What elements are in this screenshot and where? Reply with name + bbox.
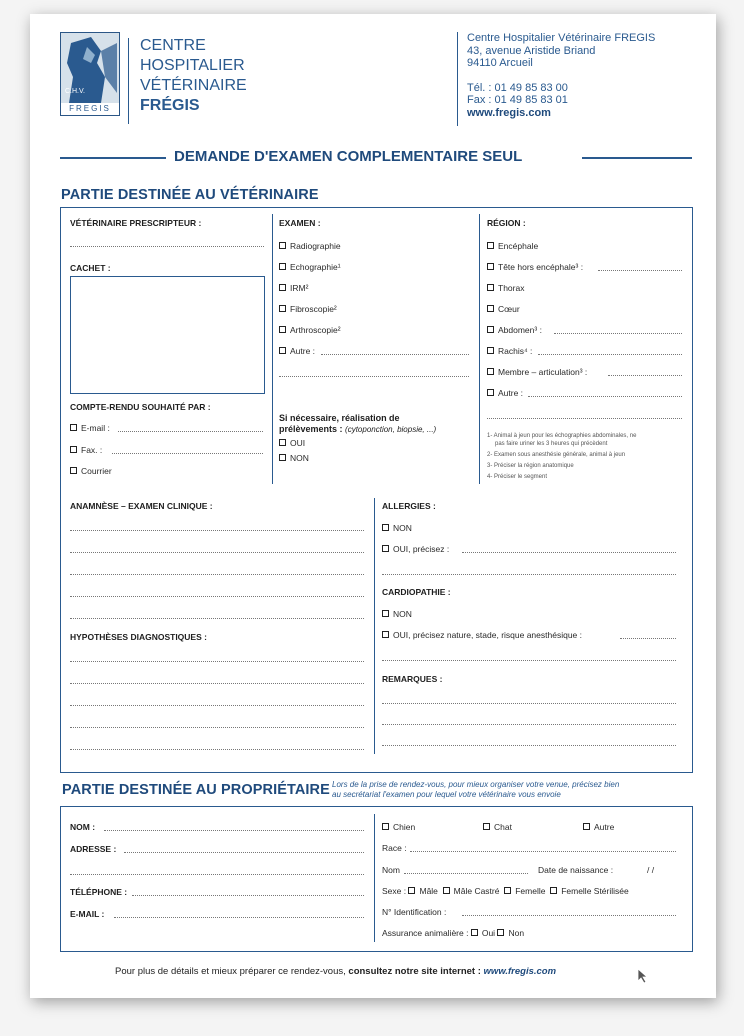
remarques-line[interactable] bbox=[382, 703, 676, 704]
owner-section-subtitle bbox=[332, 780, 619, 800]
hospital-logo bbox=[60, 32, 120, 116]
header-divider bbox=[128, 38, 129, 124]
footer-note bbox=[115, 966, 556, 977]
footer-website-link[interactable]: www.fregis.com bbox=[483, 966, 557, 977]
region-encephale-checkbox[interactable] bbox=[487, 241, 538, 251]
adresse-field[interactable] bbox=[124, 852, 364, 853]
prescripteur-label: VÉTÉRINAIRE PRESCRIPTEUR : bbox=[70, 218, 202, 228]
examen-fibroscopie-checkbox[interactable] bbox=[279, 304, 337, 314]
examen-irm-checkbox[interactable] bbox=[279, 283, 308, 293]
region-membre-field[interactable] bbox=[608, 375, 682, 376]
prelevements-hint: (cytoponction, biopsie, ...) bbox=[345, 425, 437, 434]
remarques-label: REMARQUES : bbox=[382, 674, 443, 684]
sexe-femelle-checkbox[interactable] bbox=[504, 886, 545, 896]
main-title: DEMANDE D'EXAMEN COMPLEMENTAIRE SEUL bbox=[174, 148, 523, 165]
assurance-non-checkbox[interactable] bbox=[497, 928, 524, 938]
region-option-label: Tête hors encéphale³ : bbox=[498, 262, 584, 272]
hypotheses-line[interactable] bbox=[70, 683, 364, 684]
region-label: RÉGION : bbox=[487, 218, 526, 228]
phone-number: Tél. : 01 49 85 83 00 bbox=[467, 81, 568, 94]
cardiopathie-label: CARDIOPATHIE : bbox=[382, 587, 451, 597]
prelevements-non-checkbox[interactable] bbox=[279, 453, 309, 463]
cardiopathie-field-2[interactable] bbox=[382, 660, 676, 661]
hypotheses-line[interactable] bbox=[70, 727, 364, 728]
anamnese-line[interactable] bbox=[70, 552, 364, 553]
logo-name: FREGIS bbox=[61, 103, 119, 115]
footer-text-bold: consultez notre site internet : bbox=[348, 966, 481, 977]
species-chien-checkbox[interactable] bbox=[382, 822, 415, 832]
footer-text: Pour plus de détails et mieux préparer ce rendez-vous, bbox=[115, 966, 346, 977]
courrier-checkbox[interactable] bbox=[70, 466, 112, 476]
region-rachis-field[interactable] bbox=[538, 354, 682, 355]
prelevements-label-text: prélèvements : bbox=[279, 424, 343, 434]
anamnese-line[interactable] bbox=[70, 596, 364, 597]
region-option-label: Membre – articulation³ : bbox=[498, 367, 588, 377]
courrier-option-label: Courrier bbox=[81, 466, 112, 476]
email-checkbox[interactable] bbox=[70, 423, 110, 433]
identification-label: N° Identification : bbox=[382, 907, 447, 917]
species-autre-checkbox[interactable] bbox=[583, 822, 614, 832]
region-abdomen-field[interactable] bbox=[554, 333, 682, 334]
sexe-male-castre-checkbox[interactable] bbox=[443, 886, 500, 896]
assurance-non-label: Non bbox=[508, 928, 525, 938]
region-rachis-checkbox[interactable] bbox=[487, 346, 532, 356]
region-autre-field-2[interactable] bbox=[487, 418, 682, 419]
prelevements-oui-checkbox[interactable] bbox=[279, 438, 305, 448]
allergies-field-2[interactable] bbox=[382, 574, 676, 575]
region-tete-checkbox[interactable] bbox=[487, 262, 583, 272]
column-divider bbox=[374, 814, 375, 942]
vet-section-title: PARTIE DESTINÉE AU VÉTÉRINAIRE bbox=[61, 187, 319, 203]
hospital-name-line: VÉTÉRINAIRE bbox=[140, 77, 247, 94]
nom-label: NOM : bbox=[70, 822, 96, 832]
hypotheses-line[interactable] bbox=[70, 705, 364, 706]
adresse-label: ADRESSE : bbox=[70, 844, 117, 854]
identification-field[interactable] bbox=[462, 915, 676, 916]
examen-arthroscopie-checkbox[interactable] bbox=[279, 325, 341, 335]
examen-option-label: IRM² bbox=[290, 283, 309, 293]
cardiopathie-field[interactable] bbox=[620, 638, 676, 639]
assurance-oui-checkbox[interactable] bbox=[471, 928, 495, 938]
species-option-label: Chat bbox=[494, 822, 512, 832]
cardiopathie-non-label: NON bbox=[393, 609, 412, 619]
adresse-field-2[interactable] bbox=[70, 874, 364, 875]
sexe-option-label: Femelle Stérilisée bbox=[561, 886, 629, 896]
allergies-oui-label: OUI, précisez : bbox=[393, 544, 450, 554]
fax-field[interactable] bbox=[112, 453, 263, 454]
region-option-label: Encéphale bbox=[498, 241, 539, 251]
footnote: 3- Préciser la région anatomique bbox=[487, 463, 574, 469]
anamnese-label: ANAMNÈSE – EXAMEN CLINIQUE : bbox=[70, 501, 213, 511]
sexe-label: Sexe : bbox=[382, 886, 407, 896]
prescripteur-field[interactable] bbox=[70, 246, 264, 247]
examen-label: EXAMEN : bbox=[279, 218, 321, 228]
examen-autre-field-2[interactable] bbox=[279, 376, 469, 377]
region-autre-checkbox[interactable] bbox=[487, 388, 523, 398]
footnote: 4- Préciser le segment bbox=[487, 474, 548, 480]
region-option-label: Thorax bbox=[498, 283, 525, 293]
region-option-label: Rachis⁴ : bbox=[498, 346, 533, 356]
column-divider bbox=[374, 498, 375, 754]
prelevements-oui-label: OUI bbox=[290, 438, 306, 448]
title-rule-left bbox=[60, 157, 166, 159]
hypotheses-label: HYPOTHÈSES DIAGNOSTIQUES : bbox=[70, 632, 207, 642]
assurance-oui-label: Oui bbox=[481, 928, 496, 938]
email-field[interactable] bbox=[118, 431, 263, 432]
hospital-address bbox=[467, 32, 655, 119]
address-line: Centre Hospitalier Vétérinaire FREGIS bbox=[467, 32, 656, 44]
sexe-male-checkbox[interactable] bbox=[408, 886, 437, 896]
examen-option-label: Radiographie bbox=[290, 241, 341, 251]
hypotheses-line[interactable] bbox=[70, 661, 364, 662]
allergies-label: ALLERGIES : bbox=[382, 501, 436, 511]
owner-section-title: PARTIE DESTINÉE AU PROPRIÉTAIRE bbox=[62, 782, 330, 798]
hospital-name-line: FRÉGIS bbox=[140, 97, 200, 114]
owner-subtitle-line: Lors de la prise de rendez-vous, pour mieux organiser votre venue, précisez bien bbox=[332, 780, 620, 789]
region-abdomen-checkbox[interactable] bbox=[487, 325, 542, 335]
allergies-non-label: NON bbox=[393, 523, 412, 533]
cachet-stamp-box[interactable] bbox=[70, 276, 265, 394]
form-page bbox=[30, 14, 716, 998]
animal-nom-field[interactable] bbox=[404, 873, 528, 874]
sexe-option-label: Femelle bbox=[515, 886, 546, 896]
compte-rendu-label: COMPTE-RENDU SOUHAITÉ PAR : bbox=[70, 402, 211, 412]
hypotheses-line[interactable] bbox=[70, 749, 364, 750]
examen-option-label: Arthroscopie² bbox=[290, 325, 341, 335]
region-thorax-checkbox[interactable] bbox=[487, 283, 524, 293]
region-tete-field[interactable] bbox=[598, 270, 682, 271]
examen-autre-checkbox[interactable] bbox=[279, 346, 315, 356]
birth-date-label: Date de naissance : bbox=[538, 865, 614, 875]
hospital-name bbox=[140, 36, 247, 116]
cardiopathie-oui-label: OUI, précisez nature, stade, risque anesthésique : bbox=[393, 630, 582, 640]
race-label: Race : bbox=[382, 843, 407, 853]
footnote: pas faire uriner les 3 heures qui précèdent bbox=[495, 441, 608, 447]
sexe-row bbox=[382, 886, 629, 896]
examen-option-label: Fibroscopie² bbox=[290, 304, 337, 314]
examen-option-label: Autre : bbox=[290, 346, 316, 356]
race-field[interactable] bbox=[410, 851, 676, 852]
region-membre-checkbox[interactable] bbox=[487, 367, 587, 377]
region-option-label: Autre : bbox=[498, 388, 524, 398]
animal-nom-label: Nom bbox=[382, 865, 400, 875]
examen-radiographie-checkbox[interactable] bbox=[279, 241, 341, 251]
region-coeur-checkbox[interactable] bbox=[487, 304, 520, 314]
birth-date-field[interactable]: / / bbox=[647, 865, 655, 875]
owner-email-field[interactable] bbox=[114, 917, 364, 918]
column-divider bbox=[272, 214, 273, 484]
fax-checkbox[interactable] bbox=[70, 445, 102, 455]
telephone-field[interactable] bbox=[132, 895, 364, 896]
anamnese-line[interactable] bbox=[70, 530, 364, 531]
fax-option-label: Fax. : bbox=[81, 445, 103, 455]
column-divider bbox=[479, 214, 480, 484]
address-line: 43, avenue Aristide Briand bbox=[467, 44, 596, 57]
prelevements-label: Si nécessaire, réalisation de bbox=[279, 413, 400, 423]
address-divider bbox=[457, 32, 458, 126]
footnote: 2- Examen sous anesthésie générale, animal à jeun bbox=[487, 452, 626, 458]
species-option-label: Chien bbox=[393, 822, 416, 832]
species-chat-checkbox[interactable] bbox=[483, 822, 512, 832]
region-option-label: Cœur bbox=[498, 304, 520, 314]
allergies-oui-checkbox[interactable] bbox=[382, 544, 449, 554]
hospital-name-line: HOSPITALIER bbox=[140, 57, 245, 74]
footnote: 1- Animal à jeun pour les échographies abdominales, ne bbox=[487, 433, 637, 439]
telephone-label: TÉLÉPHONE : bbox=[70, 887, 128, 897]
cursor-arrow-icon bbox=[636, 968, 652, 984]
sexe-option-label: Mâle bbox=[419, 886, 438, 896]
address-line: 94110 Arcueil bbox=[467, 57, 533, 69]
cachet-label: CACHET : bbox=[70, 263, 111, 273]
anamnese-line[interactable] bbox=[70, 574, 364, 575]
examen-autre-field[interactable] bbox=[321, 354, 469, 355]
remarques-line[interactable] bbox=[382, 745, 676, 746]
assurance-label: Assurance animalière : bbox=[382, 928, 469, 938]
examen-echographie-checkbox[interactable] bbox=[279, 262, 341, 272]
fax-number: Fax : 01 49 85 83 01 bbox=[467, 94, 568, 106]
prelevements-non-label: NON bbox=[290, 453, 309, 463]
email-option-label: E-mail : bbox=[81, 423, 110, 433]
allergies-non-checkbox[interactable] bbox=[382, 523, 412, 533]
sexe-femelle-sterilisee-checkbox[interactable] bbox=[550, 886, 629, 896]
remarques-line[interactable] bbox=[382, 724, 676, 725]
sexe-option-label: Mâle Castré bbox=[453, 886, 500, 896]
website-link[interactable]: www.fregis.com bbox=[467, 106, 551, 119]
assurance-row bbox=[382, 928, 524, 938]
region-autre-field[interactable] bbox=[528, 396, 682, 397]
owner-email-label: E-MAIL : bbox=[70, 909, 105, 919]
cardiopathie-oui-checkbox[interactable] bbox=[382, 630, 582, 640]
nom-field[interactable] bbox=[104, 830, 364, 831]
species-option-label: Autre bbox=[594, 822, 615, 832]
title-rule-right bbox=[582, 157, 692, 159]
region-option-label: Abdomen³ : bbox=[498, 325, 542, 335]
allergies-field[interactable] bbox=[462, 552, 676, 553]
owner-subtitle-line: au secrétariat l'examen pour lequel votre vétérinaire vous envoie bbox=[332, 790, 561, 799]
logo-initials: C.H.V. bbox=[65, 88, 85, 95]
prelevements-label-2 bbox=[279, 424, 436, 434]
anamnese-line[interactable] bbox=[70, 618, 364, 619]
cardiopathie-non-checkbox[interactable] bbox=[382, 609, 412, 619]
examen-option-label: Echographie¹ bbox=[290, 262, 341, 272]
hospital-name-line: CENTRE bbox=[140, 37, 206, 54]
